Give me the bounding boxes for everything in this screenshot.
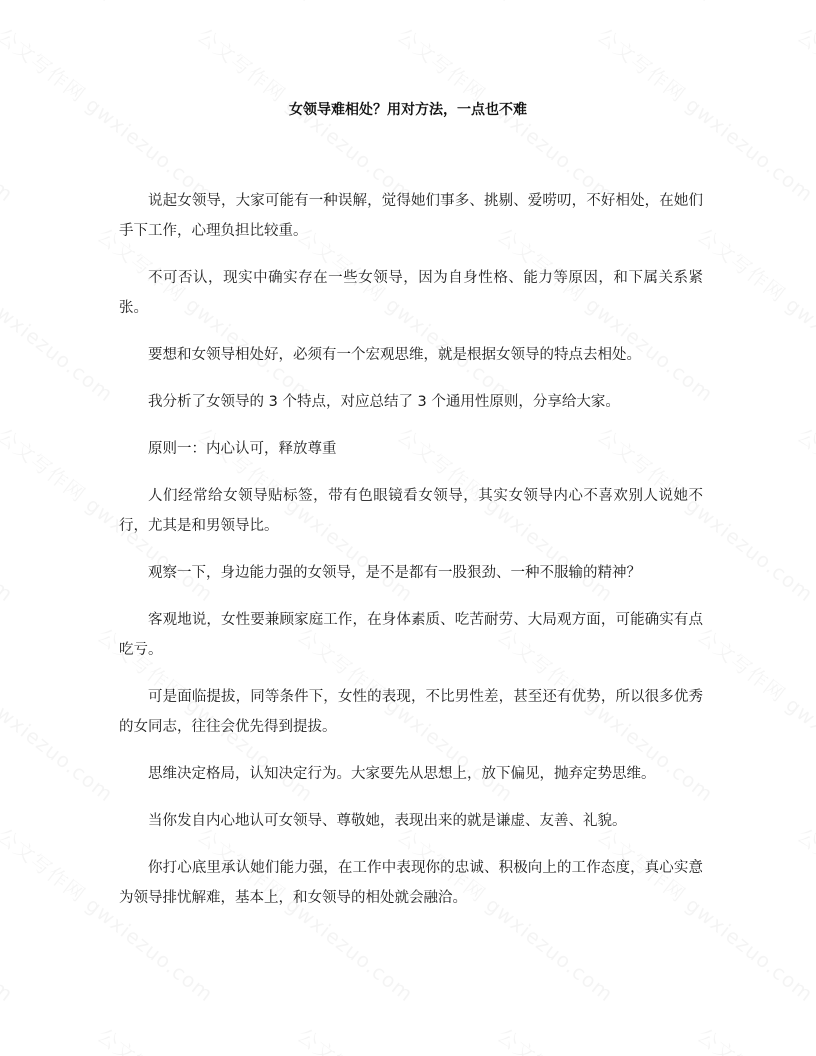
paragraph-10: 思维决定格局，认知决定行为。大家要先从思想上，放下偏见，抛弃定势思维。 (148, 766, 656, 782)
watermark-text (492, 0, 720, 7)
watermark-text (0, 620, 121, 807)
watermark-text (492, 1020, 720, 1056)
section-heading-principle-1: 原则一：内心认可，释放尊重 (148, 441, 337, 457)
paragraph-9: 可是面临提拔，同等条件下，女性的表现，不比男性差，甚至还有优势，所以很多优秀的女同志，往往会优先得到提拔。 (119, 689, 703, 735)
watermark-text (292, 1020, 520, 1056)
watermark-text (0, 420, 21, 607)
document-title: 女领导难相处？用对方法，一点也不难 (289, 102, 527, 118)
paragraph-12: 你打心底里承认她们能力强，在工作中表现你的忠诚、积极向上的工作态度，真心实意为领导排忧解难，基本上，和女领导的相处就会融洽。 (119, 860, 703, 906)
watermark-text (0, 220, 121, 407)
paragraph-3: 要想和女领导相处好，必须有一个宏观思维，就是根据女领导的特点去相处。 (148, 347, 641, 363)
watermark-text (0, 820, 21, 1007)
watermark-text (92, 1020, 320, 1056)
paragraph-11: 当你发自内心地认可女领导、尊敬她，表现出来的就是谦虚、友善、礼貌。 (148, 813, 627, 829)
watermark-text (0, 1020, 121, 1056)
watermark-text (692, 0, 816, 7)
paragraph-7: 观察一下，身边能力强的女领导，是不是都有一股狠劲、一种不服输的精神？ (148, 565, 641, 581)
watermark-text (792, 420, 816, 607)
document-body (119, 186, 703, 930)
paragraph-8: 客观地说，女性要兼顾家庭工作，在身体素质、吃苦耐劳、大局观方面，可能确实有点吃亏。 (119, 612, 703, 658)
paragraph-2: 不可否认，现实中确实存在一些女领导，因为自身性格、能力等原因，和下属关系紧张。 (119, 270, 703, 316)
paragraph-4: 我分析了女领导的 3 个特点，对应总结了 3 个通用性原则，分享给大家。 (148, 394, 620, 410)
paragraph-6: 人们经常给女领导贴标签，带有色眼镜看女领导，其实女领导内心不喜欢别人说她不行，尤其是和男领导比。 (119, 488, 703, 534)
watermark-text (792, 820, 816, 1007)
watermark-text (92, 0, 320, 7)
watermark-text (692, 620, 816, 807)
paragraph-1: 说起女领导，大家可能有一种误解，觉得她们事多、挑剔、爱唠叨，不好相处，在她们手下工作，心理负担比较重。 (119, 193, 703, 239)
watermark-text (292, 0, 520, 7)
watermark-text (0, 0, 121, 7)
watermark-text (692, 1020, 816, 1056)
watermark-text (692, 220, 816, 407)
